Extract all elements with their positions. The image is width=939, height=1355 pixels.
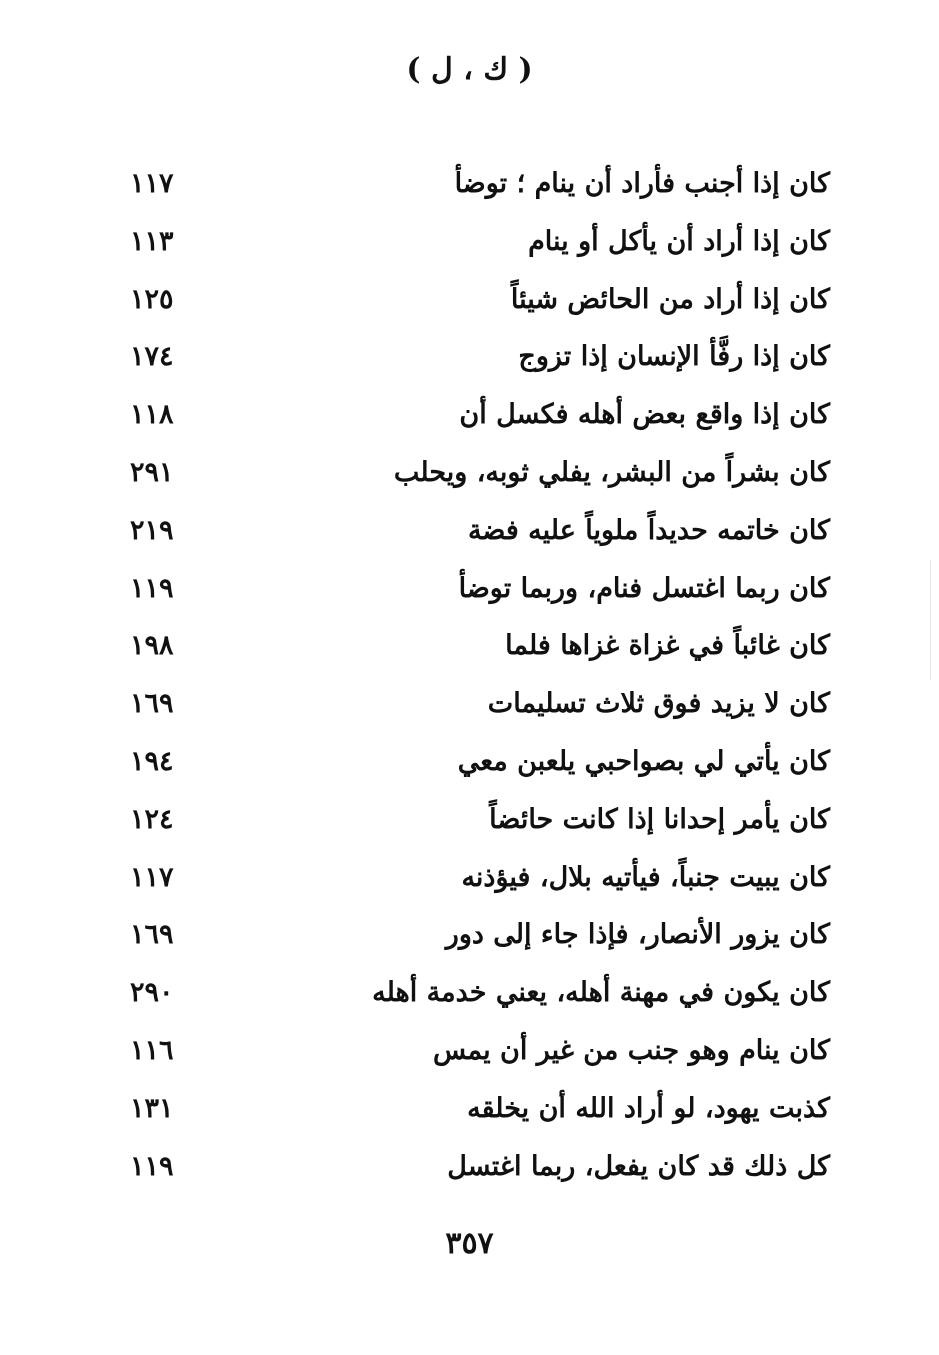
index-entry [120,507,830,565]
entry-page-number: ١١٨ [130,399,174,431]
entry-page-number: ١٩٤ [130,745,174,777]
entry-text: كان إذا رفَّأ الإنسان إذا تزوج [518,341,830,373]
entry-text: كان يكون في مهنة أهله، يعني خدمة أهله [372,977,830,1009]
index-entry [120,911,830,969]
entry-text: كان غائباً في غزاة غزاها فلما [505,630,830,662]
index-entry [120,1143,830,1201]
page-number: ٣٥٧ [445,1226,494,1261]
entry-page-number: ٢١٩ [130,514,174,546]
entry-text: كان يزور الأنصار، فإذا جاء إلى دور [445,919,830,951]
index-entry [120,854,830,912]
index-entry [120,449,830,507]
entry-text: كان بشراً من البشر، يفلي ثوبه، ويحلب [393,456,830,488]
section-header: ( ك ، ل ) [406,52,533,87]
entry-page-number: ١١٩ [130,572,174,604]
entry-text: كان ينام وهو جنب من غير أن يمس [433,1034,830,1066]
entry-page-number: ٢٩٠ [130,977,174,1009]
entry-page-number: ١١٧ [130,861,174,893]
index-entry [120,738,830,796]
entry-text: كان ربما اغتسل فنام، وربما توضأ [458,572,830,604]
index-entry [120,218,830,276]
entry-page-number: ١١٣ [130,225,174,257]
index-entry [120,1085,830,1143]
index-entry [120,391,830,449]
entry-page-number: ١٢٥ [130,283,174,315]
entry-page-number: ١١٩ [130,1150,174,1182]
entry-page-number: ١٦٩ [130,688,174,720]
index-entry [120,622,830,680]
index-entry [120,565,830,623]
entry-page-number: ١٧٤ [130,341,174,373]
entry-page-number: ٢٩١ [130,456,174,488]
index-entries [120,160,830,1200]
entry-page-number: ١٣١ [130,1092,174,1124]
entry-page-number: ١٦٩ [130,919,174,951]
scan-edge-mark [930,560,931,680]
entry-text: كان يبيت جنباً، فيأتيه بلال، فيؤذنه [461,861,830,893]
entry-text: كان إذا أراد أن يأكل أو ينام [528,225,830,257]
entry-text: كان يأتي لي بصواحبي يلعبن معي [457,745,830,777]
entry-page-number: ١٩٨ [130,630,174,662]
index-entry [120,969,830,1027]
index-entry [120,160,830,218]
entry-page-number: ١٢٤ [130,803,174,835]
entry-text: كان لا يزيد فوق ثلاث تسليمات [487,688,830,720]
entry-text: كذبت يهود، لو أراد الله أن يخلقه [467,1092,830,1124]
entry-text: كان يأمر إحدانا إذا كانت حائضاً [489,803,830,835]
entry-text: كان إذا أجنب فأراد أن ينام ؛ توضأ [454,168,830,199]
index-entry [120,680,830,738]
index-entry [120,796,830,854]
entry-text: كل ذلك قد كان يفعل، ربما اغتسل [447,1150,830,1182]
entry-page-number: ١١٧ [130,168,174,199]
index-entry [120,1027,830,1085]
entry-text: كان خاتمه حديداً ملوياً عليه فضة [467,514,830,546]
entry-text: كان إذا أراد من الحائض شيئاً [510,283,830,315]
index-entry [120,333,830,391]
entry-text: كان إذا واقع بعض أهله فكسل أن [459,399,830,431]
entry-page-number: ١١٦ [130,1034,174,1066]
index-entry [120,276,830,334]
